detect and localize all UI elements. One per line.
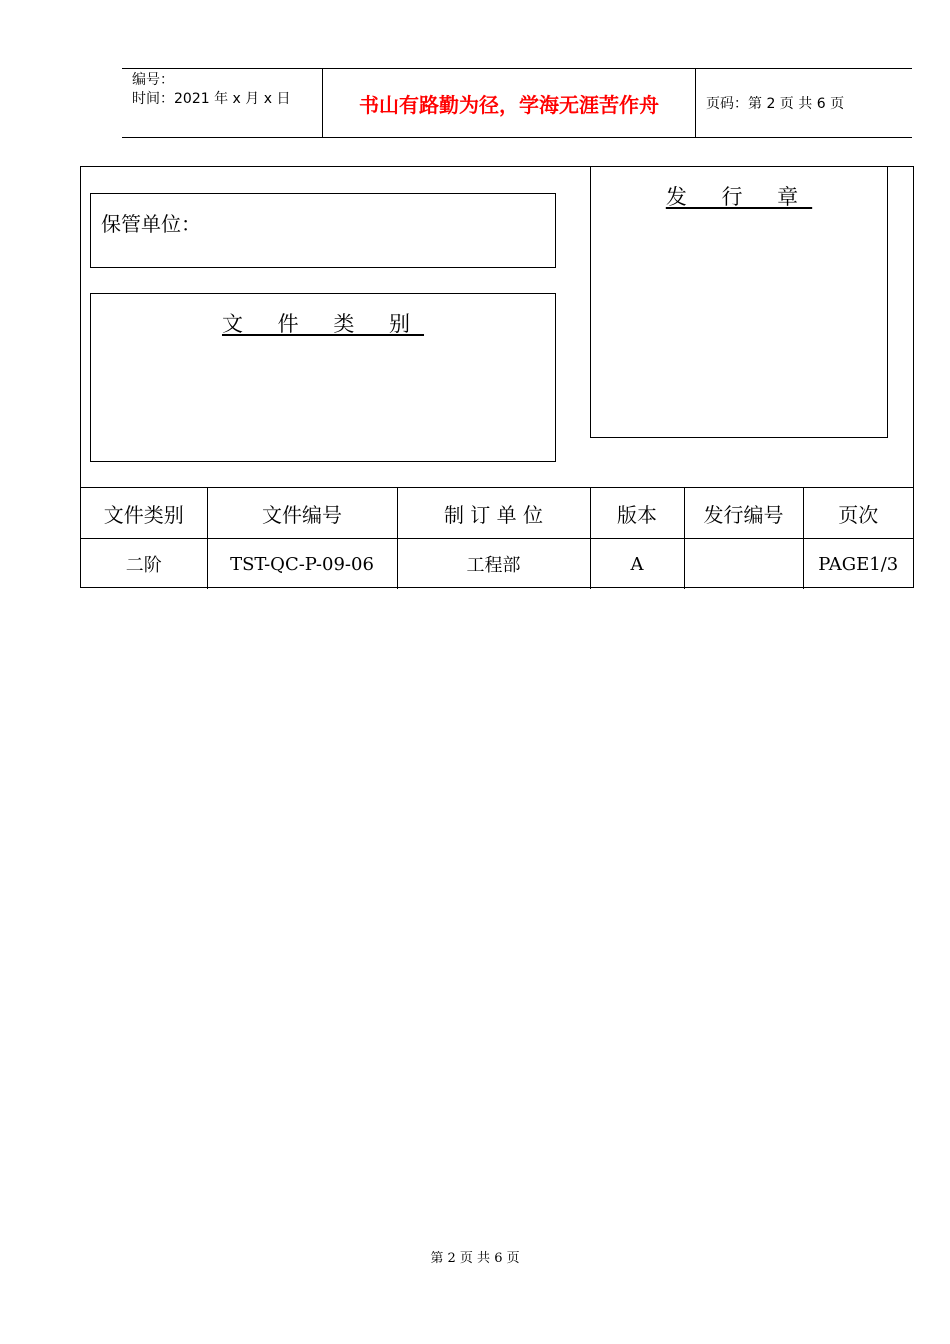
doc-category-title: 文 件 类 别: [221, 312, 425, 336]
table-cell: 二阶: [81, 539, 207, 590]
doc-category-box[interactable]: [90, 293, 556, 462]
table-row: [81, 539, 913, 590]
table-cell: TST-QC-P-09-06: [207, 539, 397, 590]
header-meta: [132, 71, 290, 109]
page-header: [122, 68, 912, 138]
table-cell: A: [590, 539, 684, 590]
table-cell: 工程部: [397, 539, 590, 590]
header-cell: 文件类别: [81, 488, 207, 539]
table-cell: PAGE1/3: [803, 539, 913, 590]
header-cell: 文件编号: [207, 488, 397, 539]
header-cell: 页次: [803, 488, 913, 539]
document-form: [80, 166, 914, 588]
issue-seal-box: [590, 167, 888, 438]
header-cell: 发行编号: [684, 488, 803, 539]
document-number-label: 编号：: [132, 72, 174, 88]
issue-seal-title: 发 行 章: [665, 185, 813, 209]
page-footer: 第 2 页 共 6 页: [430, 1251, 520, 1266]
header-divider: [695, 69, 696, 137]
document-info-table: [81, 487, 913, 589]
table-header-row: [81, 488, 913, 539]
header-cell: 制 订 单 位: [397, 488, 590, 539]
header-cell: 版本: [590, 488, 684, 539]
header-motto: 书山有路勤为径，学海无涯苦作舟: [359, 92, 659, 117]
table-cell: [684, 539, 803, 590]
document-time-label: 时间：2021 年 x 月 x 日: [132, 91, 291, 107]
custody-unit-box[interactable]: [90, 193, 556, 268]
header-page-info: 页码：第 2 页 共 6 页: [706, 96, 845, 112]
custody-unit-label: 保管单位：: [101, 212, 201, 236]
